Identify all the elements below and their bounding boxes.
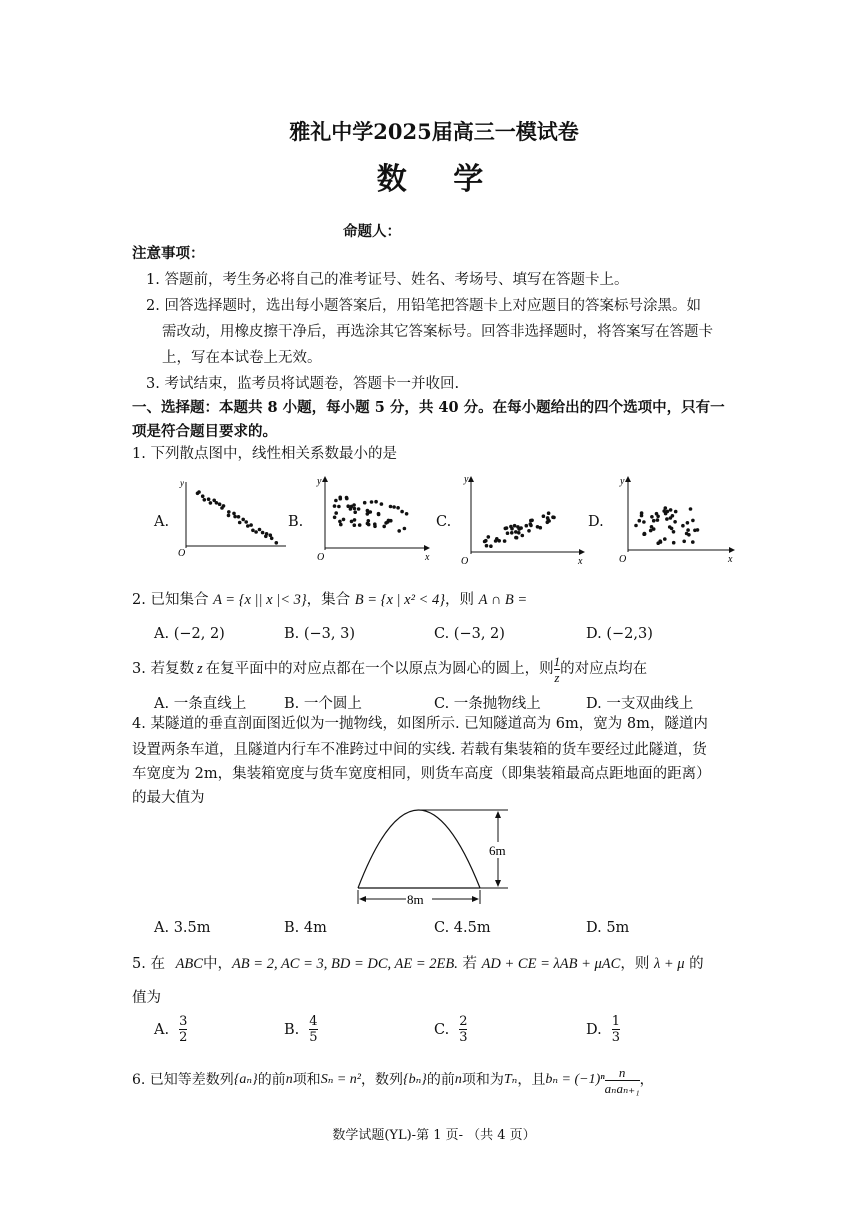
plot-b-point (389, 505, 393, 509)
plot-d-y-arrow (625, 476, 631, 482)
plot-b-point (396, 506, 400, 510)
q3-option-a: A. 一条直线上 (154, 696, 247, 712)
notice-item-2-cont: 需改动，用橡皮擦干净后，再选涂其它答案标号。回答非选择题时，将答案写在答题卡 (162, 324, 713, 340)
q1-option-c: C. (436, 514, 452, 530)
page-footer: 数学试题(YL)-第 1 页- （共 4 页） (332, 1128, 536, 1143)
plot-c-point (505, 526, 509, 530)
plot-d-point (672, 530, 676, 534)
plot-b-point (397, 529, 401, 533)
q5-stem-d: ，则 (620, 956, 650, 972)
plot-d-point (656, 541, 660, 545)
width-arrow-right (472, 896, 479, 902)
plot-c-point (503, 539, 507, 543)
scatter-plot-c (461, 474, 585, 567)
q1-option-b: B. (288, 514, 304, 530)
plot-d-point (650, 515, 654, 519)
q5-triangle: ABC (175, 956, 203, 972)
q5-option-a-letter: A. (154, 1021, 170, 1038)
plot-b-point (373, 525, 377, 529)
plot-a-point (209, 501, 213, 505)
q5-option-a (154, 1014, 187, 1045)
q6-n2: n (454, 1072, 462, 1087)
plot-b-point (370, 500, 374, 504)
plot-a-point (275, 541, 279, 545)
plot-a-point (270, 537, 274, 541)
plot-a-point (244, 520, 248, 524)
q3-option-b: B. 一个圆上 (284, 696, 362, 712)
tunnel-diagram (340, 808, 540, 912)
q2-stem-a: 2. 已知集合 (132, 592, 209, 608)
plot-a-point (261, 531, 265, 535)
q1-option-a: A. (154, 514, 170, 530)
q2-option-a: A. (−2, 2) (154, 626, 225, 642)
plot-c-point (525, 524, 529, 528)
q6-bn-den: aₙaₙ₊₁ (604, 1080, 640, 1096)
plot-b-y-arrow (322, 476, 328, 482)
plot-d-point (650, 525, 654, 529)
plot-d-point (682, 540, 686, 544)
plot-b-point (333, 516, 337, 520)
plot-c-point (494, 539, 498, 543)
plot-d-point (671, 514, 675, 518)
q3-var: z (196, 661, 203, 677)
plot-b-x-label: x (425, 552, 430, 563)
plot-b-point (353, 510, 357, 514)
q2-option-d: D. (−2,3) (586, 626, 653, 642)
q2-stem (132, 590, 527, 610)
plot-c-point (527, 529, 531, 533)
plot-d-point (666, 510, 670, 514)
q5-option-c-den: 3 (459, 1030, 468, 1045)
notice-item-1: 1. 答题前，考生务必将自己的准考证号、姓名、考场号、填写在答题卡上。 (146, 272, 629, 288)
plot-b-point (405, 512, 409, 516)
plot-b-point (353, 507, 357, 511)
plot-d-point (686, 521, 690, 525)
plot-a-point (238, 521, 242, 525)
plot-c-point (551, 515, 555, 519)
q2-set-b: B = {x | x² < 4} (354, 592, 445, 608)
plot-c-point (546, 518, 550, 522)
q1-stem: 1. 下列散点图中，线性相关系数最小的是 (132, 446, 397, 462)
height-arrow-bottom (495, 880, 501, 887)
plot-c-point (530, 519, 534, 523)
q5-stem-b: 中， (202, 956, 232, 972)
q4-line-1: 4. 某隧道的垂直剖面图近似为一抛物线，如图所示. 已知隧道高为 6m，宽为 8m，隧道内 (132, 716, 708, 732)
q5-option-c-letter: C. (434, 1021, 450, 1038)
q6-bn-lhs: bₙ = (−1)ⁿ (545, 1072, 605, 1087)
q5-line-2: 值为 (132, 990, 161, 1006)
plot-b-point (337, 505, 341, 509)
plot-d-point (663, 537, 667, 541)
plot-c-point (506, 531, 510, 535)
plot-b-point (380, 502, 384, 506)
q2-stem-b: ，集合 (306, 592, 351, 608)
plot-a-point (251, 529, 255, 533)
q5-option-d-letter: D. (586, 1021, 602, 1038)
plot-b-point (339, 523, 343, 527)
plot-a-point (201, 494, 205, 498)
q6-stem-g: ，且 (517, 1072, 546, 1088)
plot-a-point (265, 532, 269, 536)
subject-title: 数 学 (376, 162, 502, 197)
plot-c-point (521, 534, 525, 538)
q5-target: λ + μ (653, 956, 685, 972)
plot-c-point (529, 522, 533, 526)
plot-c-origin: O (461, 556, 469, 567)
plot-d-point (634, 524, 638, 528)
q5-option-b-num: 4 (309, 1014, 318, 1029)
q5-stem-c: 若 (462, 956, 477, 972)
plot-b-point (333, 504, 337, 508)
q4-option-d: D. 5m (586, 920, 630, 936)
q4-option-b: B. 4m (284, 920, 327, 936)
height-label: 6m (489, 843, 506, 858)
q6-seq-a: {aₙ} (233, 1072, 258, 1087)
plot-c-point (509, 525, 513, 529)
plot-d-point (691, 519, 695, 523)
q4-option-a: A. 3.5m (154, 920, 211, 936)
plot-b-point (345, 496, 349, 500)
q3-stem-c: 的对应点均在 (560, 661, 648, 677)
q6-stem-d: ，数列 (361, 1072, 404, 1088)
plot-d-point (652, 519, 656, 523)
plot-d-point (696, 528, 700, 532)
q2-option-c: C. (−3, 2) (434, 626, 505, 642)
plot-d-point (691, 540, 695, 544)
q3-frac-num: 1 (553, 653, 561, 669)
plot-b-point (363, 501, 367, 505)
plot-d-point (672, 541, 676, 545)
q5-stem (132, 954, 704, 974)
tunnel-parabola (358, 810, 480, 888)
q4-line-2: 设置两条车道，且隧道内行车不准跨过中间的实线. 若载有集装箱的货车要经过此隧道，货 (132, 742, 707, 758)
plot-d-point (664, 506, 668, 510)
q5-option-c-fraction (459, 1014, 467, 1045)
plot-a-point (227, 510, 231, 514)
plot-c-y-arrow (468, 476, 474, 482)
plot-b-point (382, 525, 386, 529)
q5-option-d (586, 1014, 620, 1045)
plot-a-point (207, 497, 211, 501)
plot-b-point (334, 499, 338, 503)
plot-b-point (353, 523, 357, 527)
q6-stem-c: 项和 (292, 1072, 321, 1088)
scatter-plot-b (316, 476, 430, 563)
plot-c-point (487, 535, 491, 539)
plot-a-point (246, 524, 250, 528)
plot-c-point (513, 524, 517, 528)
plot-b-point (334, 511, 338, 515)
plot-c-point (542, 514, 546, 518)
plot-b-point (342, 518, 346, 522)
q5-option-b-den: 5 (309, 1030, 318, 1045)
q5-option-a-fraction (179, 1014, 187, 1045)
plot-a-point (232, 512, 236, 516)
q5-option-a-num: 3 (179, 1014, 188, 1029)
plot-d-point (665, 517, 669, 521)
plot-a-point (258, 528, 262, 532)
q3-stem-a: 3. 若复数 (132, 661, 194, 677)
notice-item-3: 3. 考试结束，监考员将试题卷，答题卡一并收回. (146, 376, 460, 392)
plot-b-point (350, 520, 354, 524)
plot-d-point (668, 525, 672, 529)
plot-b-x-arrow (424, 545, 430, 551)
q6-bn-num: n (618, 1064, 626, 1080)
q3-option-d: D. 一支双曲线上 (586, 696, 694, 712)
q3-frac-den: z (554, 669, 560, 685)
q3-option-c: C. 一条抛物线上 (434, 696, 541, 712)
plot-b-point (400, 510, 404, 514)
plot-c-point (547, 511, 551, 515)
plot-a-point (222, 504, 226, 508)
q6-stem-b: 的前 (257, 1072, 286, 1088)
plot-d-point (687, 533, 691, 537)
plot-d-x-label: x (728, 554, 733, 565)
q6-stem-a: 6. 已知等差数列 (132, 1072, 234, 1088)
plot-b-point (387, 519, 391, 523)
plot-b-point (358, 523, 362, 527)
q2-expr: A ∩ B = (478, 592, 528, 608)
plot-d-point (643, 532, 647, 536)
plot-d-x-arrow (729, 547, 735, 553)
plot-c-point (516, 525, 520, 529)
plot-d-point (656, 518, 660, 522)
q5-option-c-num: 2 (459, 1014, 468, 1029)
q5-option-b-fraction (309, 1014, 317, 1045)
plot-d-y-label: y (620, 476, 625, 487)
q2-stem-c: ，则 (445, 592, 474, 608)
plot-b-point (403, 527, 407, 531)
plot-c-point (497, 539, 501, 543)
q5-option-d-den: 3 (611, 1030, 620, 1045)
plot-a-y-label: y (180, 478, 184, 488)
plot-b-point (346, 504, 350, 508)
q6-stem-f: 项和为 (461, 1072, 504, 1088)
plot-a-point (203, 498, 207, 502)
plot-d-points (634, 506, 699, 545)
plot-d-point (689, 507, 693, 511)
plot-c-points (483, 511, 556, 548)
plot-a-point (227, 514, 231, 518)
notice-heading: 注意事项： (132, 245, 205, 262)
section1-heading-cont: 项是符合题目要求的。 (132, 423, 277, 440)
plot-d-point (673, 520, 677, 524)
plot-d-point (638, 519, 642, 523)
q5-option-d-fraction (612, 1014, 620, 1045)
plot-d-point (655, 512, 659, 516)
q5-option-b (284, 1014, 318, 1045)
plot-d-point (640, 511, 644, 515)
q6-stem-h: ， (639, 1072, 654, 1088)
q4-option-c: C. 4.5m (434, 920, 491, 936)
plot-a-point (241, 518, 245, 522)
section1-heading: 一、选择题：本题共 8 小题，每小题 5 分，共 40 分。在每小题给出的四个选项中，只有一 (132, 399, 725, 416)
q5-stem-a: 5. 在 (132, 956, 165, 972)
plot-b-point (339, 497, 343, 501)
plot-b-y-label: y (317, 476, 322, 487)
plot-b-point (392, 505, 396, 509)
plot-b-point (357, 507, 361, 511)
scatter-plot-d (619, 476, 735, 565)
width-label: 8m (407, 892, 424, 907)
plot-c-point (514, 530, 518, 534)
exam-title: 雅礼中学2025届高三一模试卷 (289, 119, 579, 144)
plot-b-point (377, 513, 381, 517)
q6-bn-fraction (605, 1065, 640, 1096)
notice-item-2-cont2: 上，写在本试卷上无效。 (162, 350, 322, 366)
plot-b-point (350, 505, 354, 509)
plot-a-points (196, 490, 278, 544)
plot-c-point (485, 544, 489, 548)
plot-b-origin: O (317, 552, 325, 563)
plot-a-point (197, 490, 201, 494)
q5-conditions: AB = 2, AC = 3, BD = DC, AE = 2EB. (231, 956, 458, 972)
q6-n1: n (285, 1072, 293, 1087)
height-arrow-top (495, 811, 501, 818)
q6-tn: Tₙ (503, 1072, 518, 1087)
plot-a-origin: O (178, 548, 186, 559)
plot-b-point (367, 519, 371, 523)
plot-b-point (367, 523, 371, 527)
plot-b-point (366, 509, 370, 513)
plot-c-point (515, 536, 519, 540)
plot-d-point (681, 524, 685, 528)
q5-option-a-den: 2 (179, 1030, 188, 1045)
q3-stem-b: 在复平面中的对应点都在一个以原点为圆心的圆上，则 (205, 661, 554, 677)
notice-item-2: 2. 回答选择题时，选出每小题答案后，用铅笔把答题卡上对应题目的答案标号涂黑。如 (146, 298, 701, 314)
plot-c-x-arrow (579, 549, 585, 555)
q6-stem-e: 的前 (426, 1072, 455, 1088)
plot-d-point (686, 528, 690, 532)
q6-seq-b: {bₙ} (403, 1072, 427, 1087)
plot-b-point (374, 500, 378, 504)
q6-stem (132, 1060, 654, 1100)
q5-option-d-num: 1 (611, 1014, 620, 1029)
plot-c-y-label: y (464, 474, 469, 485)
q4-line-4: 的最大值为 (132, 790, 205, 806)
q5-relation: AD + CE = λAB + μAC (481, 956, 621, 972)
q5-stem-e: 的 (689, 956, 704, 972)
plot-d-point (642, 520, 646, 524)
q6-sum: Sₙ = n² (320, 1072, 362, 1087)
q3-stem (132, 652, 647, 686)
plot-a-point (215, 501, 219, 505)
q5-option-b-letter: B. (284, 1021, 300, 1038)
plot-c-point (536, 525, 540, 529)
plot-c-point (510, 531, 514, 535)
plot-a-point (249, 523, 253, 527)
scatter-plot-a (178, 478, 286, 559)
plot-a-point (237, 515, 241, 519)
plot-c-x-label: x (578, 556, 583, 567)
plot-b-point (338, 520, 342, 524)
plot-b-points (333, 496, 409, 533)
plot-c-point (489, 544, 493, 548)
q5-option-c (434, 1014, 467, 1045)
plot-d-origin: O (619, 554, 627, 565)
q2-option-b: B. (−3, 3) (284, 626, 356, 642)
q1-option-d: D. (588, 514, 604, 530)
plot-a-point (233, 515, 237, 519)
width-arrow-left (359, 896, 366, 902)
q2-set-a: A = {x || x |< 3} (213, 592, 307, 608)
plot-a-point (254, 530, 258, 534)
plot-d-point (669, 508, 673, 512)
plot-c-point (483, 540, 487, 544)
plot-a-point (269, 533, 273, 537)
author-label: 命题人： (343, 223, 401, 240)
plot-a-point (218, 502, 222, 506)
plot-d-point (674, 510, 678, 514)
q1-scatter-plots (0, 0, 868, 600)
q4-line-3: 车宽度为 2m，集装箱宽度与货车宽度相同，则货车高度（即集装箱最高点距地面的距离） (132, 766, 711, 782)
